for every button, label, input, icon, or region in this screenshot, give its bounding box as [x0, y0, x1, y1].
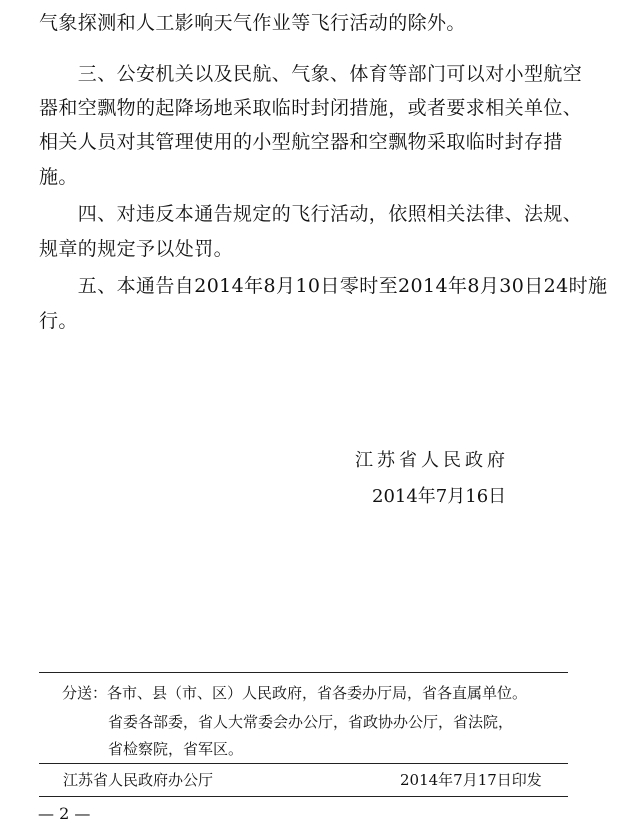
divider-top [39, 672, 568, 673]
issue-date: 2014年7月16日 [372, 486, 507, 507]
divider-bottom [39, 796, 568, 797]
body-line: 气象探测和人工影响天气作业等飞行活动的除外。 [39, 12, 466, 34]
printing-office: 江苏省人民政府办公厅 [63, 771, 214, 789]
distribution-line: 省检察院，省军区。 [108, 740, 244, 758]
distribution-line: 省委各部委，省人大常委会办公厅，省政协办公厅，省法院， [108, 713, 514, 731]
body-line: 施。 [39, 166, 78, 188]
body-line: 三、公安机关以及民航、气象、体育等部门可以对小型航空 [39, 63, 583, 85]
body-line: 相关人员对其管理使用的小型航空器和空飘物采取临时封存措 [39, 131, 563, 153]
body-line: 五、本通告自2014年8月10日零时至2014年8月30日24时施 [39, 275, 608, 297]
body-line: 行。 [39, 310, 78, 332]
body-line: 四、对违反本通告规定的飞行活动，依照相关法律、法规、 [39, 203, 583, 225]
body-line: 规章的规定予以处罚。 [39, 238, 234, 260]
distribution-line: 分送：各市、县（市、区）人民政府，省各委办厅局，省各直属单位。 [62, 684, 528, 702]
printing-date: 2014年7月17日印发 [400, 771, 542, 789]
body-line: 器和空飘物的起降场地采取临时封闭措施，或者要求相关单位、 [39, 97, 583, 119]
issuer-name: 江苏省人民政府 [355, 450, 509, 471]
page-number: — 2 — [38, 804, 91, 823]
divider-middle [39, 763, 568, 764]
